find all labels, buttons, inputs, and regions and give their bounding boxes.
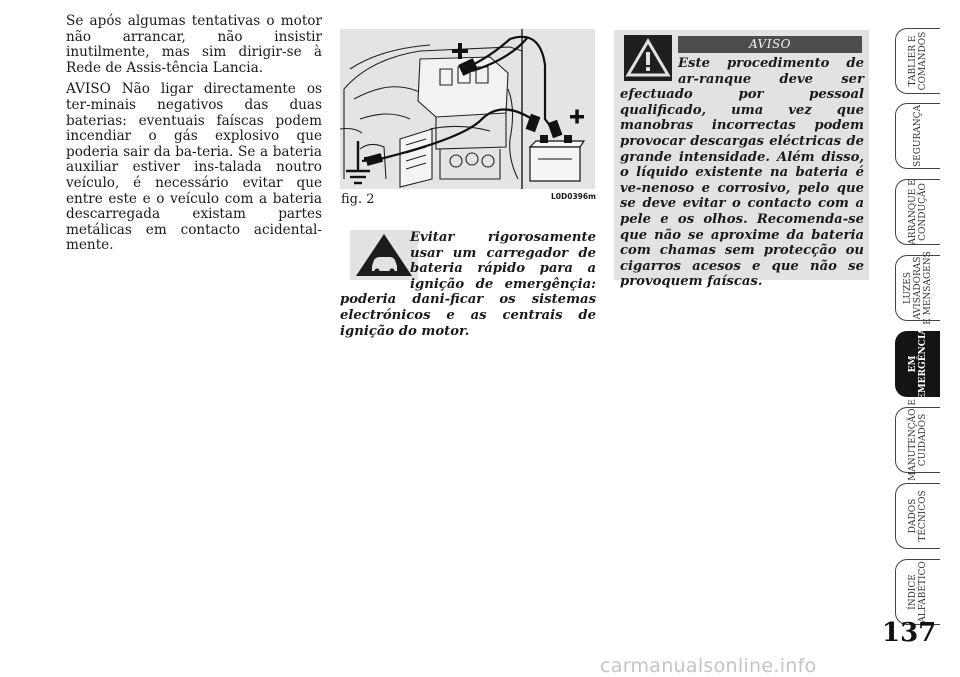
tab-indice-alfabetico[interactable]: ÍNDICE ALFABÉTICO — [895, 559, 940, 625]
battery-icon — [530, 135, 584, 181]
tab-manutencao-cuidados[interactable]: MANUTENÇÃO E CUIDADOS — [895, 407, 940, 473]
tab-em-emergencia[interactable]: EM EMERGÊNCIA — [895, 331, 940, 397]
aviso-text: Este procedimento de ar-ranque deve ser efectuado por pessoal qualificado, uma vez que manobras incorrectas podem provocar descargas eléctricas de grande intensidade. Além disso, o líquido existente na bateria é ve-nenoso e corrosivo, pelo que se deve evitar o contacto com a pele e os olhos. Recomenda-se que não se aproxime da bateria com chamas sem protecção ou cigarros acesos e que não se provoquem faíscas. — [620, 56, 864, 290]
charger-warning — [340, 230, 596, 339]
tab-seguranca[interactable]: SEGURANÇA — [895, 103, 940, 169]
tab-dados-tecnicos[interactable]: DADOS TÉCNICOS — [895, 483, 940, 549]
page-number: 137 — [882, 618, 937, 648]
body-text-column — [66, 14, 322, 260]
jump-start-illustration — [340, 29, 595, 189]
aviso-box — [614, 30, 869, 290]
minus-sign — [364, 157, 380, 161]
watermark: carmanualsonline.info — [600, 655, 817, 677]
tab-arranque-conducao[interactable]: ARRANQUE E CONDUÇÃO — [895, 179, 940, 245]
paragraph-start-attempts: Se após algumas tentativas o motor não arrancar, não insistir inutilmente, mas sim dirigir-se à Rede de Assis-tência Lancia. — [66, 13, 322, 76]
figure-caption: fig. 2 — [341, 192, 375, 207]
figure-code: L0D0396m — [551, 192, 596, 201]
paragraph-aviso-terminals: AVISO Não ligar directamente os ter-minais negativos das duas baterias: eventuais faíscas podem incendiar o gás explosivo que poderia sair da ba-teria. Se a bateria auxiliar estiver ins-talada noutro veículo, é necessário evitar que entre este e o veículo com a bateria descarregada existam partes metálicas em contacto acidental-mente. — [66, 81, 322, 254]
charger-warning-text: Evitar rigorosamente usar um carregador de bateria rápido para a ignição de emergênçia: poderia dani-ficar os sistemas electrónicos e as centrais de ignição do motor. — [340, 230, 596, 339]
tab-luzes-avisadoras[interactable]: LUZES AVISADORAS E MENSAGENS — [895, 255, 940, 321]
tab-tablier-comandos[interactable]: TABLIER E COMANDOS — [895, 28, 940, 94]
aviso-title: AVISO — [678, 36, 862, 53]
